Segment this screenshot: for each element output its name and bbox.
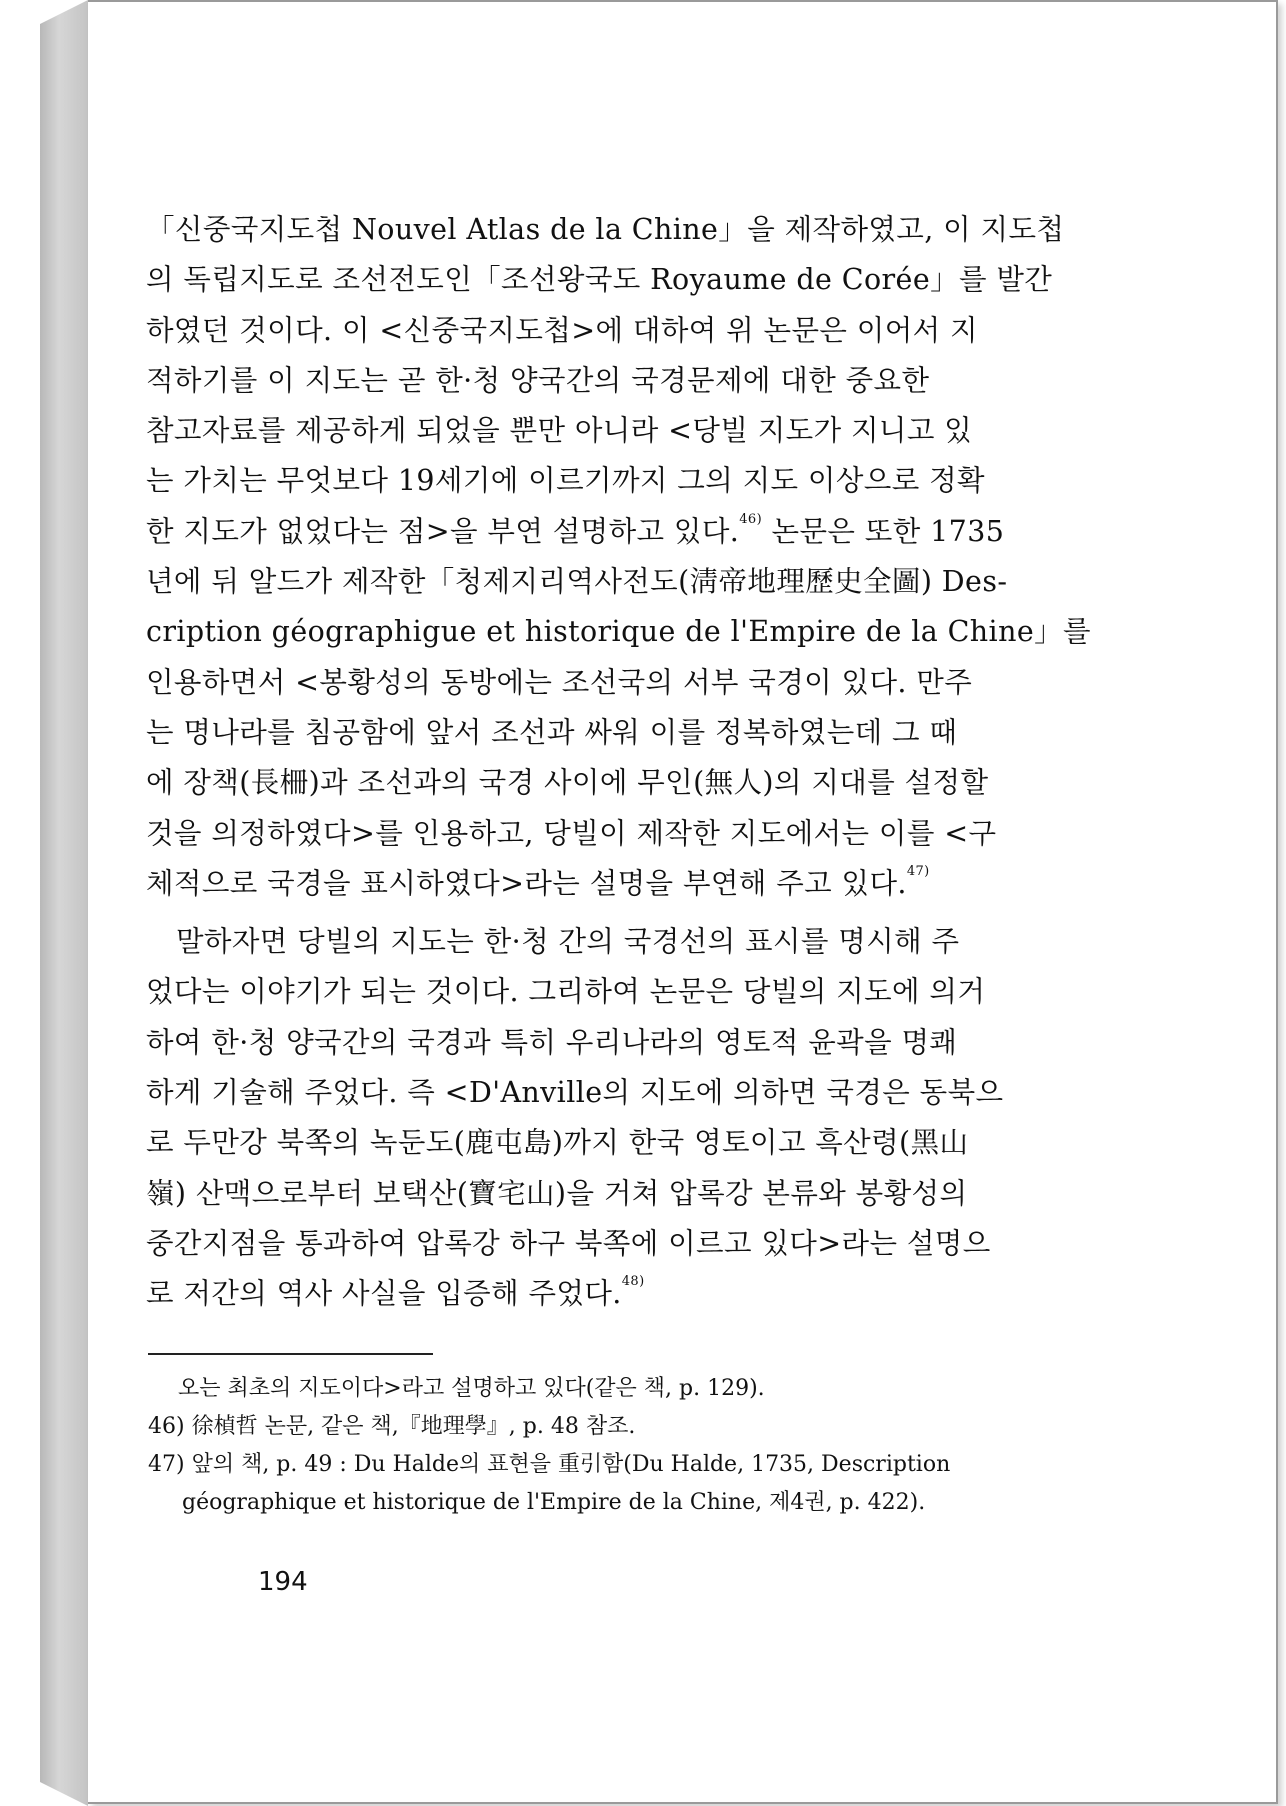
footnote-separator: [148, 1353, 433, 1355]
body-line: 는 명나라를 침공함에 앞서 조선과 싸워 이를 정복하였는데 그 때: [146, 715, 958, 749]
body-line-with-note: [146, 859, 1090, 909]
footnote-ref-48: 48): [621, 1274, 645, 1290]
footnote-47: 47) 앞의 책, p. 49 : Du Halde의 표현을 重引함(Du Halde, 1735, Description: [148, 1452, 951, 1477]
footnotes: [148, 1370, 1098, 1522]
body-line: 인용하면서 <봉황성의 동방에는 조선국의 서부 국경이 있다. 만주: [146, 665, 973, 699]
body-line: 년에 뒤 알드가 제작한「청제지리역사전도(淸帝地理歷史全圖) Des-: [146, 565, 1008, 599]
page-number: 194: [258, 1567, 308, 1597]
body-line: 적하기를 이 지도는 곧 한·청 양국간의 국경문제에 대한 중요한: [146, 363, 930, 397]
body-line: 로 두만강 북쪽의 녹둔도(鹿屯島)까지 한국 영토이고 흑산령(黑山: [146, 1126, 969, 1160]
body-line: 에 장책(長柵)과 조선과의 국경 사이에 무인(無人)의 지대를 설정할: [146, 766, 989, 800]
body-line-part: 체적으로 국경을 표시하였다>라는 설명을 부연해 주고 있다.: [146, 866, 907, 900]
body-line: 「신중국지도첩 Nouvel Atlas de la Chine」을 제작하였고, 이 지도첩: [146, 213, 1065, 246]
body-line: 는 가치는 무엇보다 19세기에 이르기까지 그의 지도 이상으로 정확: [146, 464, 985, 498]
body-line: 참고자료를 제공하게 되었을 뿐만 아니라 <당빌 지도가 지니고 있: [146, 414, 973, 448]
footnote-47-continued: géographique et historique de l'Empire de la Chine, 제4권, p. 422).: [182, 1490, 926, 1515]
body-line-with-note: [146, 507, 1090, 557]
body-line-part: 한 지도가 없었다는 점>을 부연 설명하고 있다.: [146, 514, 740, 548]
book-spine: [40, 0, 88, 1806]
footnote-ref-46: 46): [739, 511, 763, 527]
footnote-ref-47: 47): [906, 863, 930, 879]
footnote-continuation: 오는 최초의 지도이다>라고 설명하고 있다(같은 책, p. 129).: [178, 1376, 765, 1401]
body-line: 하였던 것이다. 이 <신중국지도첩>에 대하여 위 논문은 이어서 지: [146, 313, 978, 347]
body-line: 하여 한·청 양국간의 국경과 특히 우리나라의 영토적 윤곽을 명쾌: [146, 1025, 958, 1059]
body-line: 嶺) 산맥으로부터 보택산(寶宅山)을 거쳐 압록강 본류와 봉황성의: [146, 1176, 968, 1210]
body-line: cription géographigue et historique de l'Empire de la Chine」를: [146, 615, 1091, 649]
body-line-with-note: [146, 1269, 1090, 1319]
footnote-46: 46) 徐楨哲 논문, 같은 책,『地理學』, p. 48 참조.: [148, 1414, 636, 1439]
body-line-part: 논문은 또한 1735: [762, 514, 1005, 548]
body-line: 었다는 이야기가 되는 것이다. 그리하여 논문은 당빌의 지도에 의거: [146, 975, 986, 1009]
body-line: 말하자면 당빌의 지도는 한·청 간의 국경선의 표시를 명시해 주: [176, 925, 960, 959]
body-line-part: 로 저간의 역사 사실을 입증해 주었다.: [146, 1277, 622, 1311]
body-text: [146, 205, 1090, 1320]
body-line: 것을 의정하였다>를 인용하고, 당빌이 제작한 지도에서는 이를 <구: [146, 816, 997, 850]
body-line: 하게 기술해 주었다. 즉 <D'Anville의 지도에 의하면 국경은 동북으: [146, 1076, 1004, 1110]
body-line: 중간지점을 통과하여 압록강 하구 북쪽에 이르고 있다>라는 설명으: [146, 1226, 991, 1260]
body-line: 의 독립지도로 조선전도인「조선왕국도 Royaume de Corée」를 발간: [146, 263, 1053, 297]
